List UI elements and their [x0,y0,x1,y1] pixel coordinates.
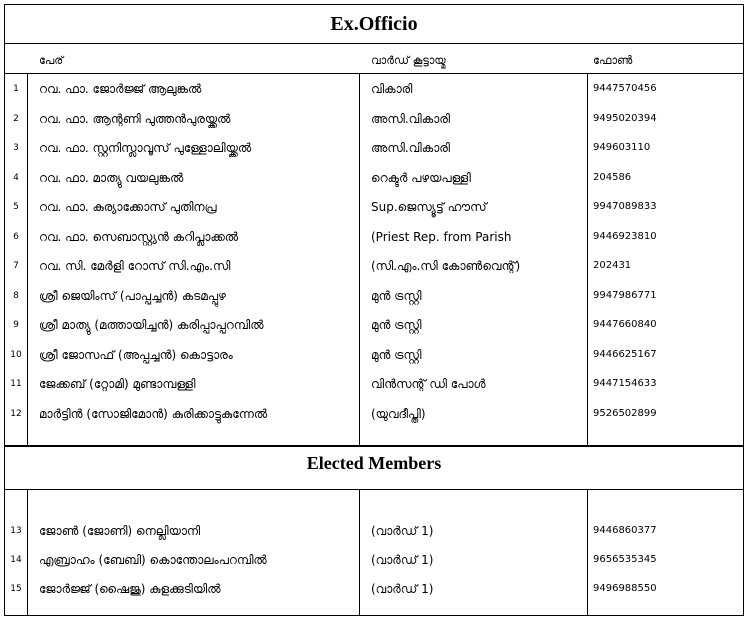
member-name: മാർട്ടിൻ (സോജിമോൻ) കുരിക്കാട്ടുകുന്നേൽ [39,406,268,421]
row-number: 4 [13,172,19,183]
member-name: റവ. ഫാ. കുര്യാക്കോസ് പുതിനപ്ര [39,200,217,214]
column-divider [587,73,588,445]
exofficio-title: Ex.Officio [330,13,418,35]
member-ward: Sup.ജെസ്യൂട്ട് ഹൗസ് [371,200,487,214]
column-divider [359,489,360,615]
row-number: 12 [10,408,22,419]
row-number: 14 [10,555,22,565]
member-phone: 9446860377 [593,525,657,536]
column-divider [27,73,28,445]
divider [5,489,743,490]
member-name: ശ്രീ മാത്യു (മത്തായിച്ചൻ) കരിപ്പാപ്പറമ്പിൽ [39,318,264,332]
member-ward: (യുവദീപ്തി) [371,406,426,421]
member-name: ശ്രീ ജോസഫ് (അപ്പച്ചൻ) കൊട്ടാരം [39,347,233,362]
member-ward: അസി.വികാരി [371,141,451,155]
row-number: 3 [13,143,19,153]
member-phone: 9447570456 [593,83,657,94]
member-name: റവ. ഫാ. സ്റ്റനിസ്ലാവൂസ് പുള്ളോലിയ്ക്കൽ [39,141,252,155]
elected-title: Elected Members [306,453,442,473]
member-phone: 202431 [593,260,632,271]
column-header-ward: വാർഡ് കൂട്ടായ്മ [371,54,446,67]
member-phone: 9446625167 [593,348,657,360]
member-phone: 204586 [593,171,632,183]
member-ward: (വാർഡ് 1) [371,582,434,596]
row-number: 7 [13,261,19,271]
row-number: 15 [10,584,22,594]
row-number: 13 [10,526,22,536]
divider [5,43,743,44]
member-name: ജോൺ (ജോണി) നെല്ലിയാനി [39,524,201,538]
column-divider [587,489,588,615]
section-divider [5,445,743,447]
row-number: 5 [13,202,19,212]
member-ward: മുൻ ട്രസ്റ്റി [371,347,422,362]
member-ward: അസി.വികാരി [371,111,451,126]
member-phone: 9656535345 [593,554,657,565]
member-name: എബ്രാഹം (ബേബി) കൊന്തോലംപറമ്പിൽ [39,553,267,567]
row-number: 2 [13,113,19,124]
row-number: 11 [10,379,22,389]
member-ward: (സി.എം.സി കോൺവെന്റ്) [371,259,521,273]
member-name: റവ. സി. മേർളി റോസ് സി.എം.സി [39,259,231,273]
member-ward: (വാർഡ് 1) [371,524,434,538]
member-phone: 9447660840 [593,319,657,330]
row-number: 8 [13,290,19,301]
member-phone: 949603110 [593,142,651,153]
row-number: 1 [13,84,19,94]
member-phone: 9446923810 [593,230,657,242]
member-name: റവ. ഫാ. ജോർജ്ജ് ആലുങ്കൽ [39,82,202,96]
member-name: ജോർജ്ജ് (ഷൈജു) കുളക്കുടിയിൽ [39,582,221,596]
member-ward: മുൻ ട്രസ്റ്റി [371,318,422,332]
member-ward: (വാർഡ് 1) [371,553,434,567]
member-directory-document [4,4,744,616]
member-name: റവ. ഫാ. മാത്യു വയലുങ്കൽ [39,170,184,185]
member-ward: റെക്ടർ പഴയപള്ളി [371,170,471,185]
member-ward: വിൻസന്റ് ഡി പോൾ [371,377,486,391]
member-phone: 9947089833 [593,201,657,212]
member-phone: 9496988550 [593,583,657,594]
member-name: റവ. ഫാ. സെബാസ്റ്റ്യൻ കറിപ്ലാക്കൽ [39,229,239,244]
column-header-name: പേര് [39,54,64,67]
member-phone: 9495020394 [593,112,657,124]
member-ward: (Priest Rep. from Parish [371,229,512,244]
column-divider [27,489,28,615]
member-ward: വികാരി [371,82,413,96]
column-divider [359,73,360,445]
member-phone: 9526502899 [593,407,657,419]
member-phone: 9947986771 [593,289,657,301]
header-divider [5,73,743,74]
member-name: ശ്രീ ജെയിംസ് (പാപ്പച്ചൻ) കടമപ്പുഴ [39,288,226,303]
row-number: 6 [13,231,19,242]
row-number: 10 [10,349,22,360]
member-name: റവ. ഫാ. ആന്റണി പുത്തൻപുരയ്ക്കൽ [39,111,231,126]
member-phone: 9447154633 [593,378,657,389]
row-number: 9 [13,320,19,330]
member-name: ജേക്കബ് (റ്റോമി) മുണ്ടാമ്പള്ളി [39,377,196,391]
member-ward: മുൻ ട്രസ്റ്റി [371,288,422,303]
column-header-phone: ഫോൺ [593,54,633,67]
